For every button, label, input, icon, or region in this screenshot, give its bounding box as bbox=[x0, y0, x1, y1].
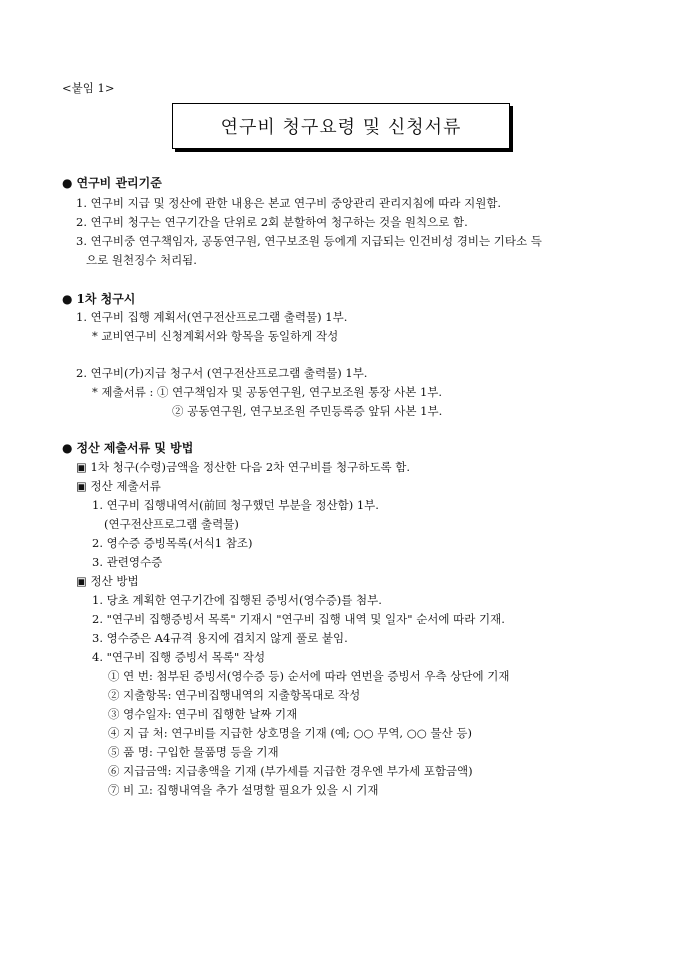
list-subitem: ⑦ 비 고: 집행내역을 추가 설명할 필요가 있을 시 기재 bbox=[108, 783, 379, 797]
list-item: 2. 영수증 증빙목록(서식1 참조) bbox=[92, 536, 253, 550]
list-subitem: ② 지출항목: 연구비집행내역의 지출항목대로 작성 bbox=[108, 688, 361, 702]
list-item: ▣ 정산 제출서류 bbox=[76, 479, 161, 493]
list-subitem: ⑥ 지급금액: 지급총액을 기재 (부가세를 지급한 경우엔 부가세 포함금액) bbox=[108, 764, 473, 778]
list-subitem: ⑤ 품 명: 구입한 물품명 등을 기재 bbox=[108, 745, 279, 759]
list-note-continuation: ② 공동연구원, 연구보조원 주민등록증 앞뒤 사본 1부. bbox=[172, 404, 443, 418]
bullet-icon: ● bbox=[62, 292, 73, 306]
list-item: 2. 연구비 청구는 연구기간을 단위로 2회 분할하여 청구하는 것을 원칙으로 함. bbox=[76, 215, 468, 229]
section-title: 연구비 관리기준 bbox=[76, 176, 162, 190]
list-item: ▣ 정산 방법 bbox=[76, 574, 139, 588]
list-note: * 제출서류 : ① 연구책임자 및 공동연구원, 연구보조원 통장 사본 1부. bbox=[92, 385, 443, 399]
list-subitem: ① 연 번: 첨부된 증빙서(영수증 등) 순서에 따라 연번을 증빙서 우측 상단에 기재 bbox=[108, 669, 510, 683]
list-item: 1. 연구비 집행내역서(前回 청구했던 부분을 정산함) 1부. bbox=[92, 498, 379, 512]
section-heading-management bbox=[62, 174, 162, 191]
bullet-icon: ● bbox=[62, 441, 73, 455]
list-item: 3. 연구비중 연구책임자, 공동연구원, 연구보조원 등에게 지급되는 인건비성 경비는 기타소 득 bbox=[76, 234, 542, 248]
list-item: 1. 연구비 지급 및 정산에 관한 내용은 본교 연구비 중앙관리 관리지침에 따라 지원함. bbox=[76, 196, 502, 210]
list-subitem: ④ 지 급 처: 연구비를 지급한 상호명을 기재 (예; ○○ 무역, ○○ 물산 등) bbox=[108, 726, 472, 740]
list-item: 1. 당초 계획한 연구기간에 집행된 증빙서(영수증)를 첨부. bbox=[92, 593, 382, 607]
attachment-label: <붙임 1> bbox=[62, 81, 115, 95]
list-item: ▣ 1차 청구(수령)금액을 정산한 다음 2차 연구비를 청구하도록 함. bbox=[76, 460, 410, 474]
list-item: 2. 연구비(가)지급 청구서 (연구전산프로그램 출력물) 1부. bbox=[76, 366, 368, 380]
list-item-continuation: 으로 원천징수 처리됨. bbox=[86, 253, 197, 267]
list-item: 3. 영수증은 A4규격 용지에 겹치지 않게 풀로 붙임. bbox=[92, 631, 348, 645]
list-note: * 교비연구비 신청계획서와 항목을 동일하게 작성 bbox=[92, 329, 339, 343]
section-title: 정산 제출서류 및 방법 bbox=[76, 441, 194, 455]
section-heading-settlement bbox=[62, 439, 193, 456]
list-item: 1. 연구비 집행 계획서(연구전산프로그램 출력물) 1부. bbox=[76, 310, 348, 324]
section-title: 1차 청구시 bbox=[76, 292, 136, 306]
title-box bbox=[172, 103, 510, 149]
list-item-continuation: (연구전산프로그램 출력물) bbox=[104, 517, 239, 531]
document-title: 연구비 청구요령 및 신청서류 bbox=[220, 117, 462, 138]
bullet-icon: ● bbox=[62, 176, 73, 190]
list-item: 2. "연구비 집행증빙서 목록" 기재시 "연구비 집행 내역 및 일자" 순서에 따라 기재. bbox=[92, 612, 505, 626]
list-item: 4. "연구비 집행 증빙서 목록" 작성 bbox=[92, 650, 266, 664]
list-item: 3. 관련영수증 bbox=[92, 555, 163, 569]
list-subitem: ③ 영수일자: 연구비 집행한 날짜 기재 bbox=[108, 707, 298, 721]
section-heading-first-claim bbox=[62, 290, 135, 307]
